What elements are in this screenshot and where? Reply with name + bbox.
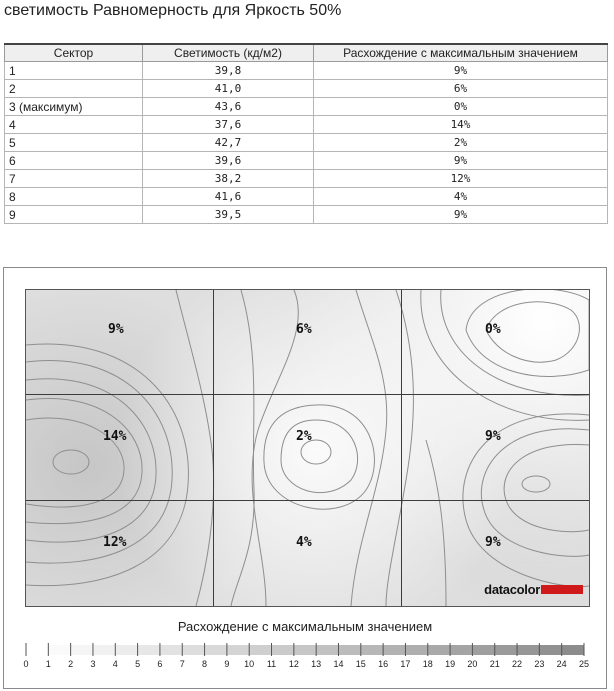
- scale-swatch: [450, 645, 472, 655]
- scale-swatch: [227, 645, 249, 655]
- scale-tick-label: 24: [556, 659, 567, 669]
- deviation-cell: 2%: [314, 134, 608, 152]
- logo-text: datacolor: [484, 582, 540, 597]
- scale-tick-label: 19: [445, 659, 456, 669]
- table-row: [5, 170, 608, 188]
- deviation-cell: 9%: [314, 152, 608, 170]
- table-row: [5, 134, 608, 152]
- logo-red-bar: [541, 585, 583, 594]
- scale-tick-label: 5: [135, 659, 141, 669]
- sector-cell: 9: [5, 206, 143, 224]
- scale-tick-label: 23: [534, 659, 545, 669]
- scale-swatch: [316, 645, 338, 655]
- page-title: светимость Равномерность для Яркость 50%: [4, 2, 342, 19]
- deviation-cell: 12%: [314, 170, 608, 188]
- table-row: [5, 188, 608, 206]
- contour-plot: [26, 290, 589, 606]
- scale-swatch: [138, 645, 160, 655]
- scale-swatch: [338, 645, 360, 655]
- table-row: [5, 206, 608, 224]
- sector-cell: 7: [5, 170, 143, 188]
- scale-tick-label: 14: [333, 659, 344, 669]
- scale-tick-label: 20: [467, 659, 478, 669]
- sector-deviation-label: 9%: [108, 322, 124, 337]
- scale-tick-label: 15: [355, 659, 366, 669]
- scale-swatch: [472, 645, 494, 655]
- sector-cell: 3 (максимум): [5, 98, 143, 116]
- sector-cell: 1: [5, 62, 143, 80]
- deviation-cell: 6%: [314, 80, 608, 98]
- uniformity-table: [4, 43, 608, 224]
- scale-swatch: [294, 645, 316, 655]
- sector-cell: 2: [5, 80, 143, 98]
- sector-cell: 8: [5, 188, 143, 206]
- sector-deviation-label: 12%: [103, 535, 127, 550]
- scale-tick-label: 11: [266, 659, 277, 669]
- scale-tick-label: 12: [288, 659, 299, 669]
- scale-swatch: [160, 645, 182, 655]
- scale-swatch: [361, 645, 383, 655]
- scale-swatch: [205, 645, 227, 655]
- sector-cell: 4: [5, 116, 143, 134]
- scale-tick-label: 16: [378, 659, 389, 669]
- scale-tick-label: 3: [90, 659, 96, 669]
- luminance-cell: 38,2: [143, 170, 314, 188]
- sector-deviation-label: 4%: [296, 535, 312, 550]
- scale-swatch: [26, 645, 48, 655]
- sector-cell: 5: [5, 134, 143, 152]
- scale-swatch: [48, 645, 70, 655]
- table-row: [5, 152, 608, 170]
- deviation-cell: 4%: [314, 188, 608, 206]
- scale-swatch: [249, 645, 271, 655]
- column-header-sector: Сектор: [5, 44, 143, 62]
- deviation-cell: 14%: [314, 116, 608, 134]
- uniformity-heatmap: [25, 289, 590, 607]
- scale-tick-label: 0: [23, 659, 29, 669]
- scale-tick-label: 4: [112, 659, 118, 669]
- scale-tick-label: 21: [489, 659, 500, 669]
- deviation-color-scale: [18, 638, 589, 668]
- scale-swatch: [405, 645, 427, 655]
- scale-swatch: [71, 645, 93, 655]
- scale-tick-label: 6: [157, 659, 163, 669]
- scale-swatch: [383, 645, 405, 655]
- scale-tick-label: 25: [578, 659, 590, 669]
- scale-swatch: [428, 645, 450, 655]
- deviation-cell: 9%: [314, 62, 608, 80]
- scale-tick-label: 18: [422, 659, 433, 669]
- scale-swatch: [272, 645, 294, 655]
- scale-tick-label: 13: [311, 659, 322, 669]
- table-row: [5, 116, 608, 134]
- scale-tick-label: 2: [68, 659, 74, 669]
- legend-title: Расхождение с максимальным значением: [177, 619, 433, 634]
- luminance-cell: 37,6: [143, 116, 314, 134]
- datacolor-logo: [484, 582, 583, 597]
- scale-swatch: [517, 645, 539, 655]
- uniformity-map-panel: [3, 267, 607, 689]
- luminance-cell: 39,8: [143, 62, 314, 80]
- scale-tick-label: 17: [400, 659, 411, 669]
- sector-deviation-label: 9%: [485, 429, 501, 444]
- sector-deviation-label: 14%: [103, 429, 127, 444]
- sector-deviation-label: 6%: [296, 322, 312, 337]
- column-header-deviation: Расхождение с максимальным значением: [314, 44, 608, 62]
- table-row: [5, 62, 608, 80]
- scale-tick-label: 7: [179, 659, 185, 669]
- deviation-cell: 0%: [314, 98, 608, 116]
- color-scale-bar: [18, 638, 589, 658]
- scale-swatch: [182, 645, 204, 655]
- table-header-row: [5, 44, 608, 62]
- luminance-cell: 43,6: [143, 98, 314, 116]
- luminance-cell: 39,6: [143, 152, 314, 170]
- scale-tick-label: 1: [45, 659, 51, 669]
- scale-tick-label: 10: [244, 659, 255, 669]
- luminance-cell: 41,0: [143, 80, 314, 98]
- table-row: [5, 80, 608, 98]
- deviation-cell: 9%: [314, 206, 608, 224]
- sector-deviation-label: 0%: [485, 322, 501, 337]
- sector-deviation-label: 9%: [485, 535, 501, 550]
- table-row: [5, 98, 608, 116]
- luminance-cell: 39,5: [143, 206, 314, 224]
- scale-swatch: [93, 645, 115, 655]
- sector-deviation-label: 2%: [296, 429, 312, 444]
- scale-swatch: [495, 645, 517, 655]
- scale-swatch: [539, 645, 561, 655]
- scale-tick-label: 8: [202, 659, 208, 669]
- scale-swatch: [562, 645, 584, 655]
- scale-tick-label: 9: [224, 659, 230, 669]
- sector-cell: 6: [5, 152, 143, 170]
- luminance-cell: 41,6: [143, 188, 314, 206]
- column-header-luminance: Светимость (кд/м2): [143, 44, 314, 62]
- scale-swatch: [115, 645, 137, 655]
- luminance-cell: 42,7: [143, 134, 314, 152]
- scale-tick-label: 22: [512, 659, 523, 669]
